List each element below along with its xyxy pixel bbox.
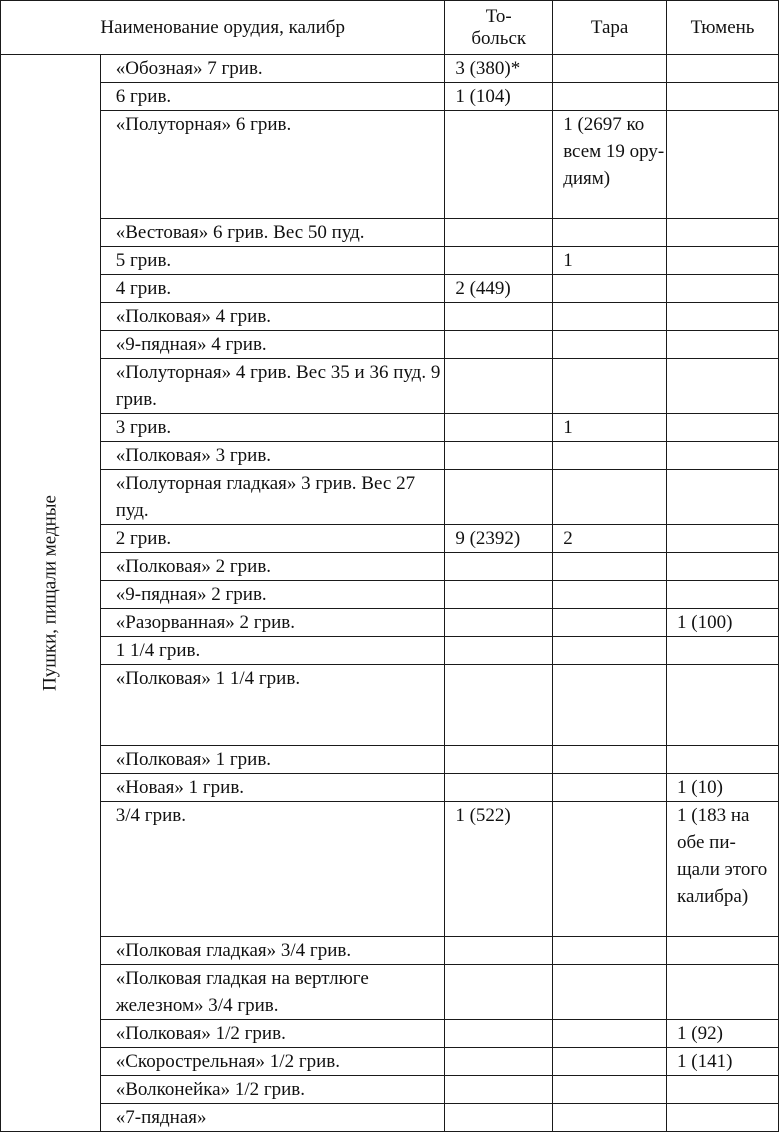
row-tyumen [667,247,779,275]
row-tobolsk: 2 (449) [445,275,553,303]
table-row [1,470,779,525]
row-tara [553,937,667,965]
row-tyumen: 1 (10) [667,774,779,802]
header-tobolsk [445,1,553,55]
row-tyumen [667,442,779,470]
row-tara [553,83,667,111]
table-row [1,1104,779,1132]
row-tobolsk [445,359,553,414]
row-tara [553,581,667,609]
row-tobolsk: 9 (2392) [445,525,553,553]
row-name: 4 грив. [100,275,445,303]
row-tobolsk [445,665,553,746]
row-tara [553,965,667,1020]
row-name: «Обозная» 7 грив. [100,55,445,83]
row-name: 1 1/4 грив. [100,637,445,665]
row-tara [553,219,667,247]
row-name: «Полковая» 2 грив. [100,553,445,581]
row-tara [553,1104,667,1132]
row-tyumen [667,331,779,359]
row-tara [553,359,667,414]
row-tobolsk [445,965,553,1020]
row-name: «Полковая» 1 1/4 грив. [100,665,445,746]
table-row [1,609,779,637]
row-name: «Полковая» 1/2 грив. [100,1020,445,1048]
row-name: «Скорострельная» 1/2 грив. [100,1048,445,1076]
row-tyumen: 1 (92) [667,1020,779,1048]
row-tara [553,470,667,525]
row-tara [553,637,667,665]
row-tara: 1 [553,414,667,442]
table-row [1,55,779,83]
row-tyumen [667,55,779,83]
table-row [1,553,779,581]
table-row [1,525,779,553]
row-tyumen [667,937,779,965]
row-tyumen [667,303,779,331]
row-tyumen [667,553,779,581]
row-tara [553,331,667,359]
row-tobolsk [445,937,553,965]
row-tobolsk [445,219,553,247]
row-name: «7-пядная» [100,1104,445,1132]
header-tobolsk-line1: То- [485,5,512,27]
table-row [1,1020,779,1048]
table-row [1,275,779,303]
row-tobolsk [445,581,553,609]
row-tyumen [667,111,779,219]
row-tobolsk [445,1104,553,1132]
row-tobolsk [445,1020,553,1048]
row-tara [553,774,667,802]
row-tobolsk [445,637,553,665]
table-row [1,937,779,965]
row-tobolsk: 1 (104) [445,83,553,111]
row-name: 6 грив. [100,83,445,111]
row-tara [553,665,667,746]
table-row [1,774,779,802]
table-row [1,83,779,111]
row-tobolsk [445,414,553,442]
table-row [1,802,779,937]
table-row [1,1076,779,1104]
table-row [1,111,779,219]
row-tobolsk [445,774,553,802]
header-tara: Тара [553,1,667,55]
row-tyumen [667,1104,779,1132]
row-tyumen [667,525,779,553]
row-name: «Полуторная гладкая» 3 грив. Вес 27 пуд. [100,470,445,525]
table-row [1,303,779,331]
row-name: «Полковая гладкая на вертлюге железном» 3/4 грив. [100,965,445,1020]
row-tobolsk [445,553,553,581]
row-name: «Полуторная» 4 грив. Вес 35 и 36 пуд. 9 грив. [100,359,445,414]
table-row [1,247,779,275]
row-tara [553,553,667,581]
row-tobolsk [445,470,553,525]
row-name: «Полковая» 1 грив. [100,746,445,774]
row-tara [553,442,667,470]
row-name: «9-пядная» 4 грив. [100,331,445,359]
row-tyumen [667,746,779,774]
row-tyumen: 1 (141) [667,1048,779,1076]
row-tyumen [667,83,779,111]
row-tobolsk [445,1076,553,1104]
row-name: «Вестовая» 6 грив. Вес 50 пуд. [100,219,445,247]
row-tara [553,609,667,637]
row-tyumen [667,470,779,525]
row-tobolsk [445,303,553,331]
header-tobolsk-line2: больск [471,27,527,49]
row-tobolsk [445,1048,553,1076]
group-label-cell [1,55,101,1132]
row-tobolsk [445,609,553,637]
row-tara [553,1048,667,1076]
row-name: «Разорванная» 2 грив. [100,609,445,637]
row-tara: 2 [553,525,667,553]
table-row [1,1048,779,1076]
row-tyumen [667,414,779,442]
table-row [1,219,779,247]
row-tara: 1 (2697 ко всем 19 ору-диям) [553,111,667,219]
row-name: 3/4 грив. [100,802,445,937]
row-tyumen [667,1076,779,1104]
row-tyumen [667,665,779,746]
table-row [1,746,779,774]
table-row [1,414,779,442]
row-tobolsk [445,331,553,359]
row-tara [553,275,667,303]
table-row [1,442,779,470]
row-tobolsk: 3 (380)* [445,55,553,83]
row-tyumen [667,965,779,1020]
row-name: «9-пядная» 2 грив. [100,581,445,609]
table-row [1,965,779,1020]
row-tara [553,55,667,83]
row-tyumen [667,275,779,303]
row-name: «Полковая» 3 грив. [100,442,445,470]
row-tara [553,1020,667,1048]
row-tobolsk [445,746,553,774]
row-tara [553,1076,667,1104]
row-tyumen: 1 (183 на обе пи-щали этого калибра) [667,802,779,937]
header-tyumen: Тюмень [667,1,779,55]
row-name: «Полковая» 4 грив. [100,303,445,331]
row-tobolsk [445,111,553,219]
table-row [1,359,779,414]
row-name: «Новая» 1 грив. [100,774,445,802]
row-tara: 1 [553,247,667,275]
row-tara [553,746,667,774]
row-name: 2 грив. [100,525,445,553]
row-tobolsk [445,442,553,470]
header-name: Наименование орудия, калибр [1,1,445,55]
row-name: «Полковая гладкая» 3/4 грив. [100,937,445,965]
row-tobolsk [445,247,553,275]
row-name: 3 грив. [100,414,445,442]
row-tobolsk: 1 (522) [445,802,553,937]
row-tara [553,802,667,937]
row-tyumen [667,581,779,609]
table-row [1,665,779,746]
row-tyumen [667,219,779,247]
table-row [1,331,779,359]
row-tyumen: 1 (100) [667,609,779,637]
group-label: Пушки, пищали медные [39,495,61,691]
row-tyumen [667,637,779,665]
header-row [1,1,779,55]
row-name: «Полуторная» 6 грив. [100,111,445,219]
table-row [1,581,779,609]
row-name: 5 грив. [100,247,445,275]
row-tara [553,303,667,331]
row-tyumen [667,359,779,414]
row-name: «Волконейка» 1/2 грив. [100,1076,445,1104]
table-row [1,637,779,665]
